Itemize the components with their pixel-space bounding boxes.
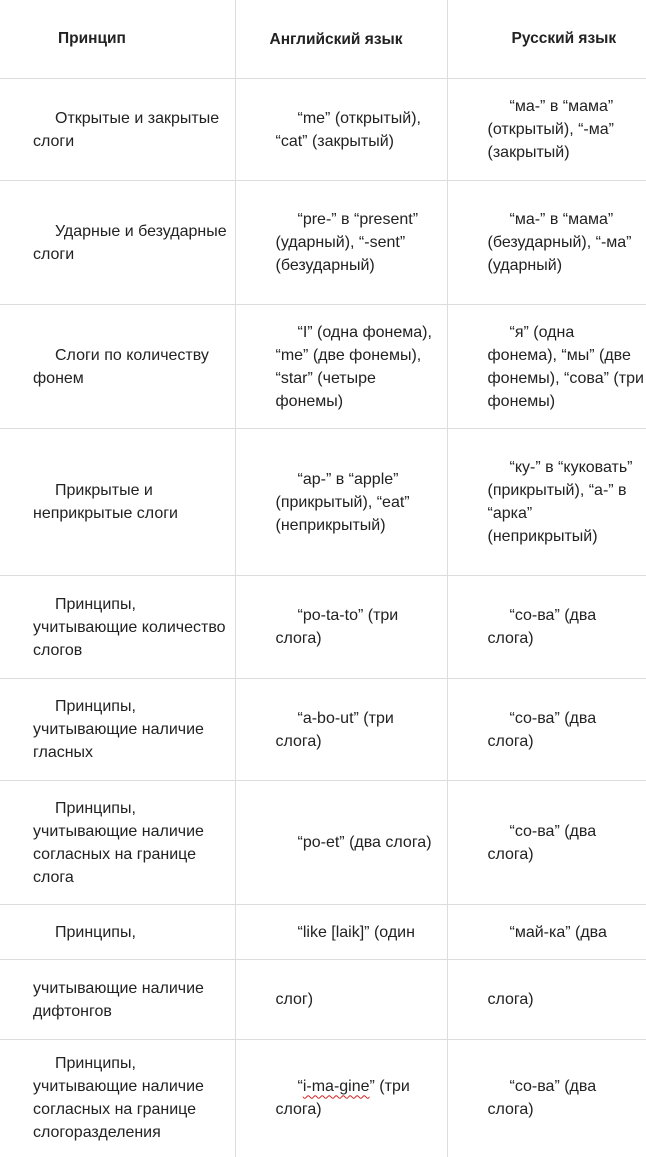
russian-cell: “ма-” в “мама” (безударный), “-ма” (ударный) xyxy=(447,181,646,305)
principle-cell: Слоги по количеству фонем xyxy=(0,305,235,429)
header-english: Английский язык xyxy=(235,0,447,79)
table-row xyxy=(0,305,646,429)
english-cell: “I” (одна фонема), “me” (две фонемы), “star” (четыре фонемы) xyxy=(235,305,447,429)
russian-cell: “со-ва” (два слога) xyxy=(447,576,646,679)
russian-cell: “ку-” в “куковать” (прикрытый), “а-” в “арка” (неприкрытый) xyxy=(447,429,646,576)
russian-cell: “май-ка” (два xyxy=(447,905,646,960)
table-row xyxy=(0,679,646,781)
english-cell: “a-bo-ut” (три слога) xyxy=(235,679,447,781)
header-row xyxy=(0,0,646,79)
english-cell: “like [laik]” (один xyxy=(235,905,447,960)
table-row xyxy=(0,79,646,181)
header-principle: Принцип xyxy=(0,0,235,79)
table-row xyxy=(0,905,646,960)
english-cell: “po-ta-to” (три слога) xyxy=(235,576,447,679)
principle-cell: Принципы, учитывающие наличие гласных xyxy=(0,679,235,781)
table-row xyxy=(0,181,646,305)
table-row xyxy=(0,1040,646,1157)
english-cell: “po-et” (два слога) xyxy=(235,781,447,905)
table-row xyxy=(0,576,646,679)
english-cell: “ap-” в “apple” (прикрытый), “eat” (неприкрытый) xyxy=(235,429,447,576)
header-russian: Русский язык xyxy=(447,0,646,79)
principle-cell: Принципы, учитывающие наличие согласных на границе слога xyxy=(0,781,235,905)
spellcheck-underlined-word: i-ma-gine xyxy=(302,1078,370,1096)
principle-cell: учитывающие наличие дифтонгов xyxy=(0,960,235,1040)
principle-cell: Прикрытые и неприкрытые слоги xyxy=(0,429,235,576)
principle-cell: Ударные и безударные слоги xyxy=(0,181,235,305)
russian-cell: “я” (одна фонема), “мы” (две фонемы), “сова” (три фонемы) xyxy=(447,305,646,429)
table-row xyxy=(0,429,646,576)
english-cell: “me” (открытый), “cat” (закрытый) xyxy=(235,79,447,181)
principle-cell: Открытые и закрытые слоги xyxy=(0,79,235,181)
english-cell: “pre-” в “present” (ударный), “-sent” (безударный) xyxy=(235,181,447,305)
principle-cell: Принципы, xyxy=(0,905,235,960)
english-cell xyxy=(235,1040,447,1157)
table-row xyxy=(0,781,646,905)
russian-cell: “со-ва” (два слога) xyxy=(447,679,646,781)
english-cell: слог) xyxy=(235,960,447,1040)
english-suffix: ” (три слога) xyxy=(275,1078,410,1119)
russian-cell: слога) xyxy=(447,960,646,1040)
english-quote-open: “ xyxy=(297,1078,303,1096)
principle-cell: Принципы, учитывающие количество слогов xyxy=(0,576,235,679)
russian-cell: “ма-” в “мама” (открытый), “-ма” (закрытый) xyxy=(447,79,646,181)
russian-cell: “со-ва” (два слога) xyxy=(487,1078,597,1119)
table-row xyxy=(0,960,646,1040)
russian-cell: “со-ва” (два слога) xyxy=(447,781,646,905)
principle-cell: Принципы, учитывающие наличие согласных на границе слогоразделения xyxy=(0,1040,235,1157)
